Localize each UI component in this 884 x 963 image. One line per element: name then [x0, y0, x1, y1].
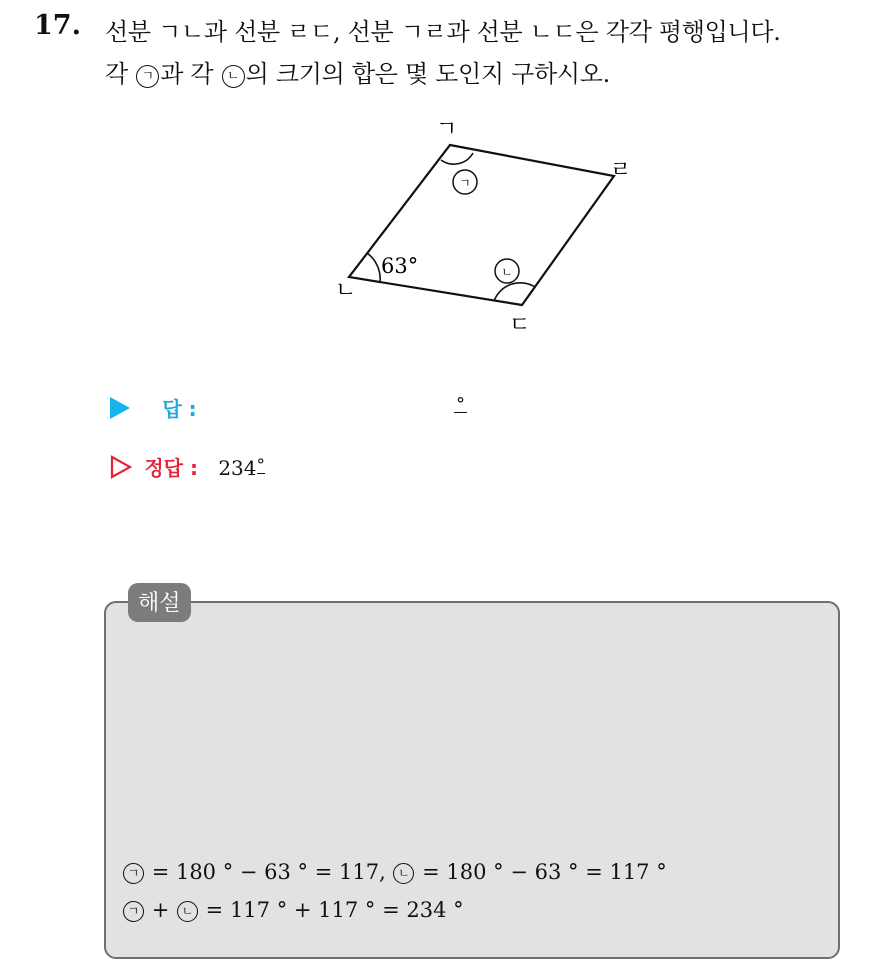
solution-equation-2 — [122, 898, 464, 922]
question-text-part1: 각 — [105, 60, 136, 88]
answer-unit[interactable] — [454, 394, 467, 415]
correct-answer-row — [110, 452, 265, 481]
correct-answer-value — [218, 456, 265, 480]
circled-nieun: ㄴ — [177, 901, 198, 922]
eq2-plus: + — [151, 898, 170, 922]
angle-63-label: 63° — [381, 254, 419, 278]
eq2-rest: = 117 ° + 117 ° = 234 ° — [205, 898, 464, 922]
correct-answer-unit: ° — [256, 456, 266, 476]
vertex-g-label: ㄱ — [436, 117, 458, 142]
correct-answer-label: 정답 : — [144, 456, 198, 480]
answer-unit-text: ° — [456, 394, 465, 415]
solution-tag: 해설 — [128, 583, 191, 622]
question-text-part2: 과 각 — [160, 60, 221, 88]
circled-nieun: ㄴ — [393, 863, 414, 884]
circled-nieun: ㄴ — [222, 65, 245, 88]
question-line-2 — [105, 54, 610, 89]
question-text-part3: 의 크기의 합은 몇 도인지 구하시오. — [245, 60, 611, 88]
question-number: 17. — [34, 10, 81, 41]
mark-a-text: ㄱ — [459, 176, 471, 190]
solution-equation-1 — [122, 860, 667, 884]
eq1-part-a: = 180 ° − 63 ° = 117, — [151, 860, 386, 884]
parallelogram-shape — [349, 145, 614, 305]
answer-row — [110, 393, 197, 422]
angle-arc-n — [367, 253, 380, 282]
angle-arc-g — [441, 153, 473, 164]
question-line-1: 선분 ㄱㄴ과 선분 ㄹㄷ, 선분 ㄱㄹ과 선분 ㄴㄷ은 각각 평행입니다. — [105, 18, 781, 46]
outline-arrow-icon — [110, 455, 132, 479]
answer-label: 답 : — [162, 397, 197, 421]
vertex-d-label: ㄷ — [509, 313, 531, 338]
mark-b-circle — [495, 259, 519, 283]
circled-giyeok: ㄱ — [123, 863, 144, 884]
mark-a-circle — [453, 170, 477, 194]
mark-b-text: ㄴ — [501, 265, 513, 279]
circled-giyeok: ㄱ — [123, 901, 144, 922]
play-arrow-icon — [110, 397, 130, 419]
vertex-r-label: ㄹ — [610, 158, 632, 183]
circled-giyeok: ㄱ — [136, 65, 159, 88]
eq1-part-b: = 180 ° − 63 ° = 117 ° — [422, 860, 667, 884]
vertex-n-label: ㄴ — [335, 278, 357, 303]
correct-answer-number: 234 — [218, 456, 257, 480]
angle-arc-d — [494, 283, 535, 301]
